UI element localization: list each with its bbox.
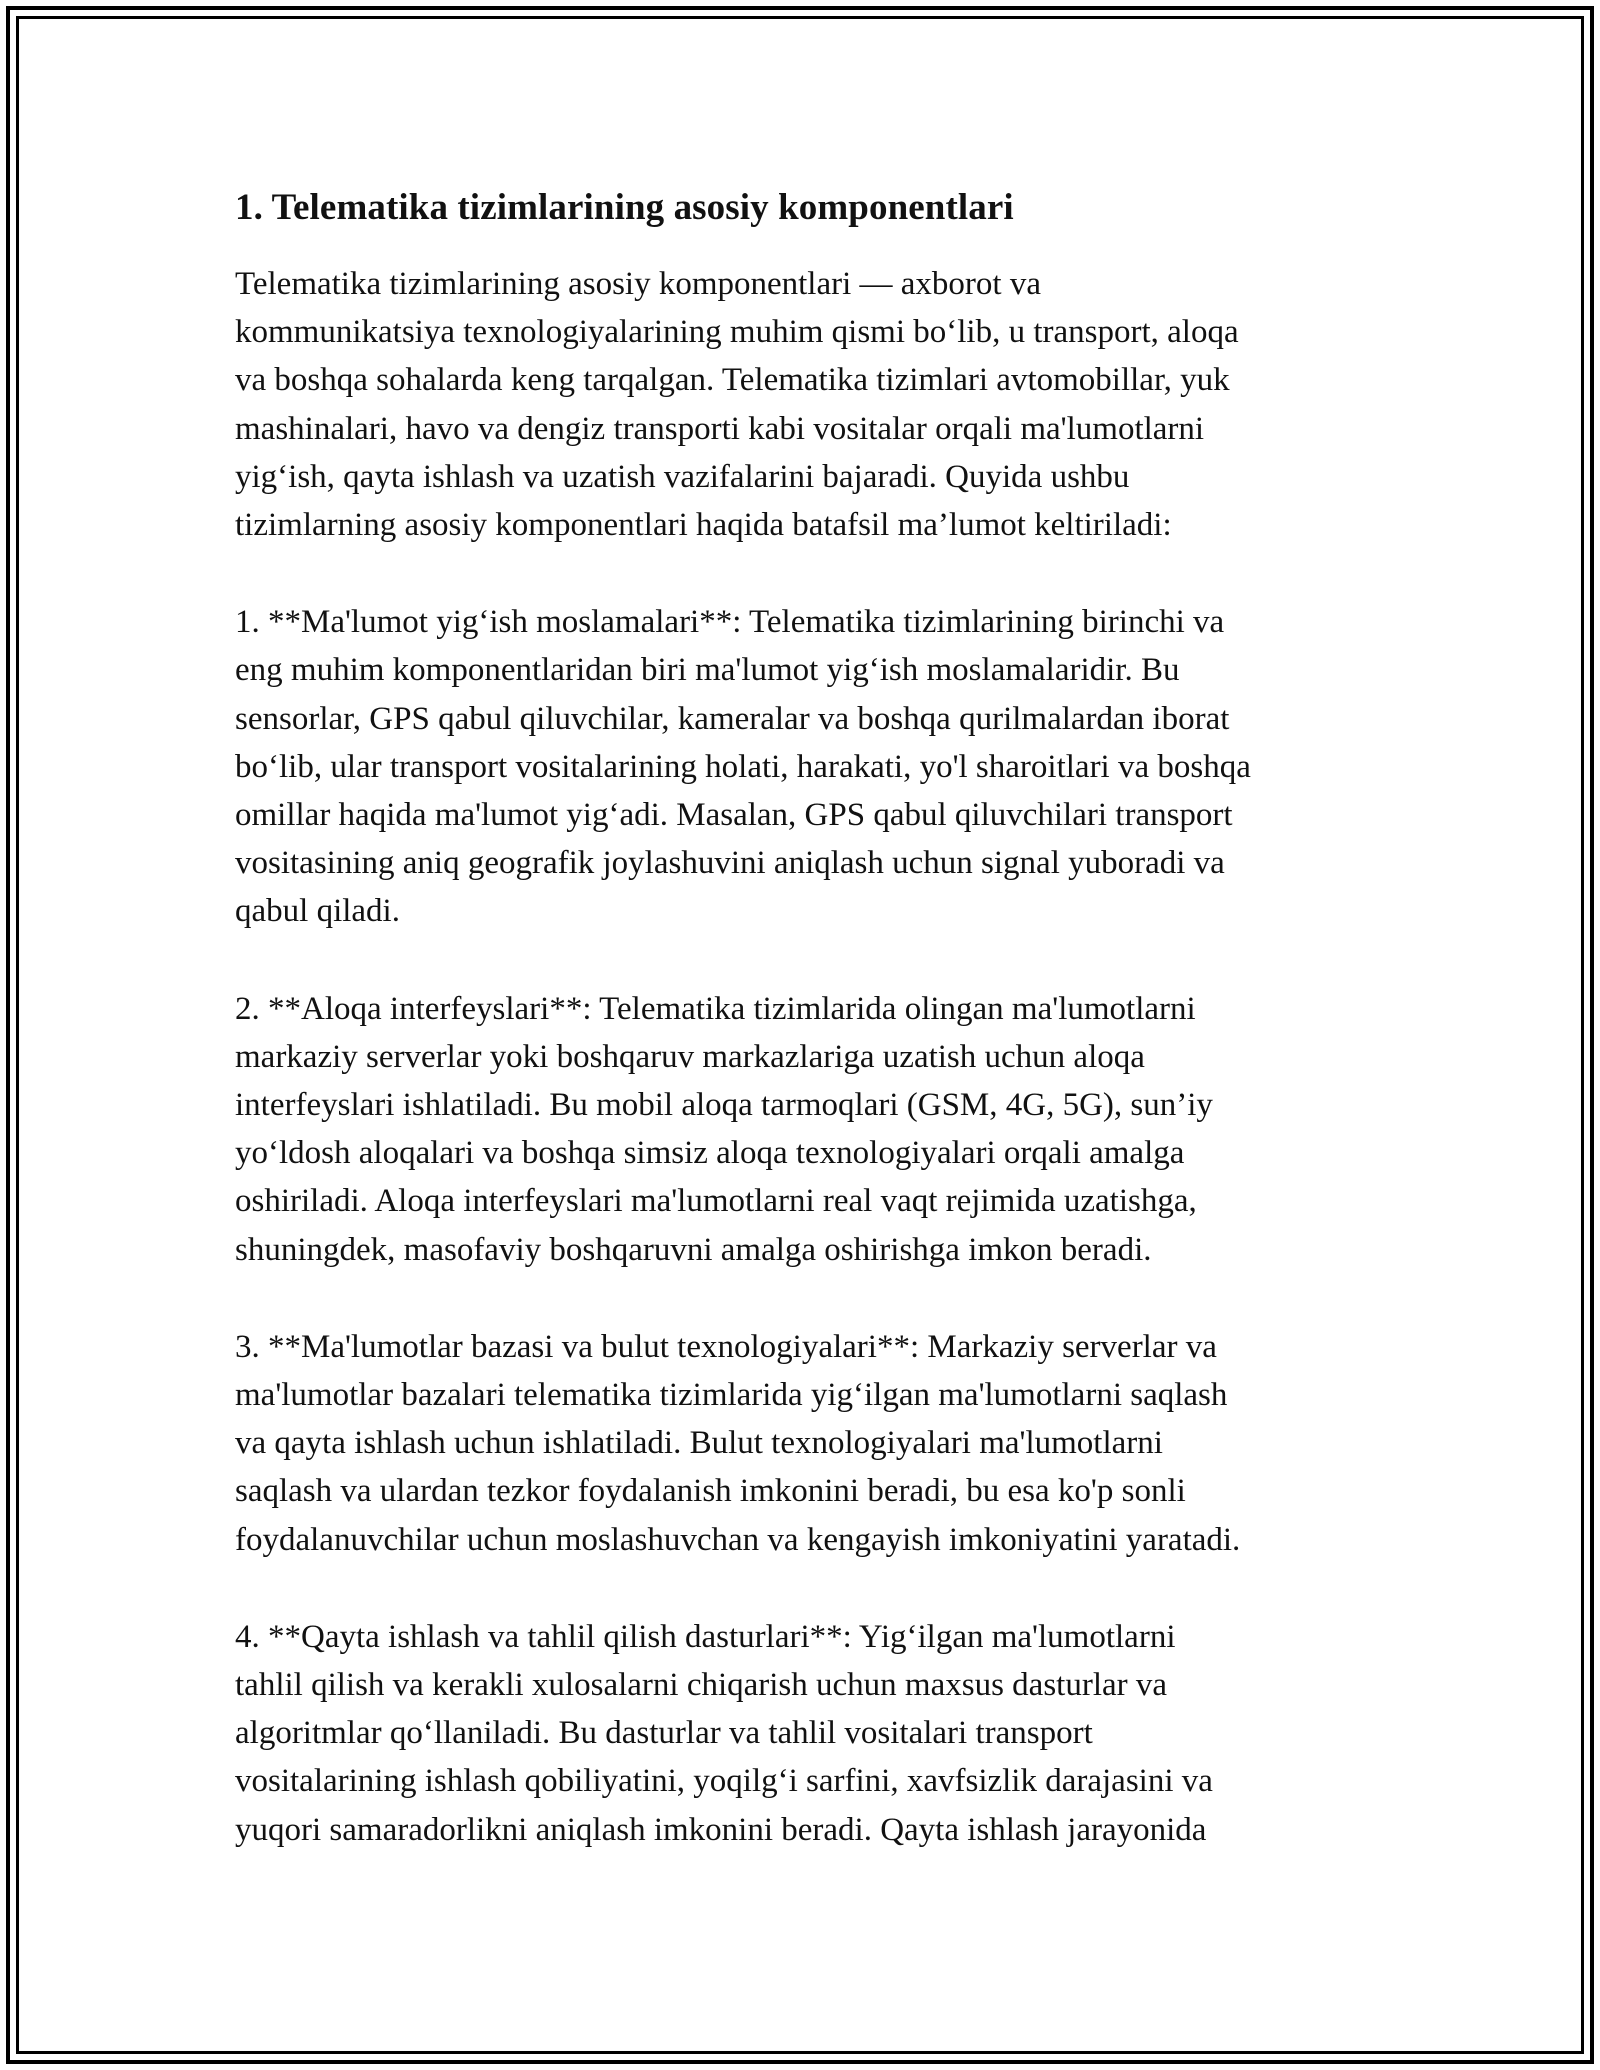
document-body (235, 186, 1370, 1903)
paragraph-database-cloud: 3. **Ma'lumotlar bazasi va bulut texnologiyalari**: Markaziy serverlar va ma'lumotlar bazalari telematika tizimlarida yig‘ilgan ma'lumotlarni saqlash va qayta ishlash uchun ishlatiladi. Bulut texnologiyalari ma'lumotlarni saqlash va ulardan tezkor foydalanish imkonini beradi, bu esa ko'p sonli foydalanuvchilar uchun moslashuvchan va kengayish imkoniyatini yaratadi. (235, 1328, 1241, 1558)
paragraph-processing-analysis: 4. **Qayta ishlash va tahlil qilish dasturlari**: Yig‘ilgan ma'lumotlarni tahlil qilish va kerakli xulosalarni chiqarish uchun maxsus dasturlar va algoritmlar qo‘llaniladi. Bu dasturlar va tahlil vositalari transport vositalarining ishlash qobiliyatini, yoqilg‘i sarfini, xavfsizlik darajasini va yuqori samaradorlikni aniqlash imkonini beradi. Qayta ishlash jarayonida (235, 1618, 1213, 1848)
section-heading: 1. Telematika tizimlarining asosiy komponentlari (235, 187, 1014, 228)
paragraph-communication-interfaces: 2. **Aloqa interfeyslari**: Telematika tizimlarida olingan ma'lumotlarni markaziy serverlar yoki boshqaruv markazlariga uzatish uchun aloqa interfeyslari ishlatiladi. Bu mobil aloqa tarmoqlari (GSM, 4G, 5G), sun’iy yo‘ldosh aloqalari va boshqa simsiz aloqa texnologiyalari orqali amalga oshiriladi. Aloqa interfeyslari ma'lumotlarni real vaqt rejimida uzatishga, shuningdek, masofaviy boshqaruvni amalga oshirishga imkon beradi. (235, 990, 1213, 1268)
paragraph-data-collection-devices: 1. **Ma'lumot yig‘ish moslamalari**: Telematika tizimlarining birinchi va eng muhim komponentlaridan biri ma'lumot yig‘ish moslamalaridir. Bu sensorlar, GPS qabul qiluvchilar, kameralar va boshqa qurilmalardan iborat bo‘lib, ular transport vositalarining holati, harakati, yo'l sharoitlari va boshqa omillar haqida ma'lumot yig‘adi. Masalan, GPS qabul qiluvchilari transport vositasining aniq geografik joylashuvini aniqlash uchun signal yuboradi va qabul qiladi. (235, 604, 1251, 930)
intro-paragraph: Telematika tizimlarining asosiy komponentlari — axborot va kommunikatsiya texnologiyalarining muhim qismi bo‘lib, u transport, aloqa va boshqa sohalarda keng tarqalgan. Telematika tizimlari avtomobillar, yuk mashinalari, havo va dengiz transporti kabi vositalar orqali ma'lumotlarni yig‘ish, qayta ishlash va uzatish vazifalarini bajaradi. Quyida ushbu tizimlarning asosiy komponentlari haqida batafsil ma’lumot keltiriladi: (235, 266, 1239, 544)
